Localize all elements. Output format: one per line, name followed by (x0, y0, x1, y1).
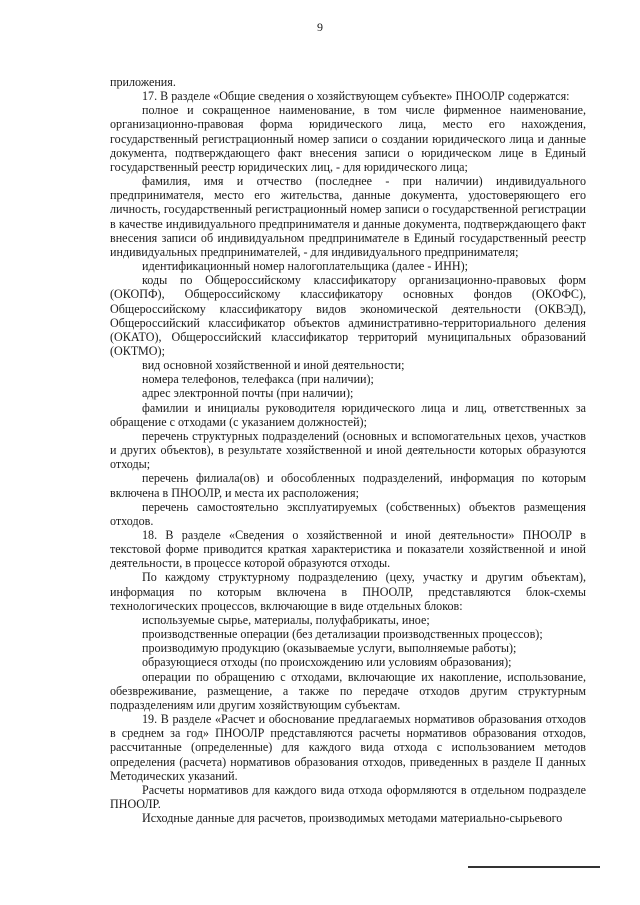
paragraph: перечень филиала(ов) и обособленных подразделений, информация по которым включена в ПНООЛР, и места их расположения; (110, 471, 586, 500)
paragraph: вид основной хозяйственной и иной деятельности; (142, 358, 405, 373)
list-item: производственные операции (без детализации производственных процессов); (142, 627, 543, 642)
list-item: операции по обращению с отходами, включающие их накопление, использование, обезвреживание, размещение, а также по передаче отходов другим структурным подразделениям или другим хозяйствующим субъектам. (110, 669, 586, 712)
paragraph: фамилии и инициалы руководителя юридического лица и лиц, ответственных за обращение с отходами (с указанием должностей); (110, 400, 586, 429)
page-number: 9 (317, 20, 323, 34)
footer-rule (468, 866, 600, 868)
section-heading-19: 19. В разделе «Расчет и обоснование предлагаемых нормативов образования отходов в среднем за год» ПНООЛР представляются расчеты нормативов образования отходов, рассчитанные (определенные) для каждого вида отхода с использованием методов определения (расчета) нормативов образования отходов, приведенных в разделе II данных Методических указаний. (110, 712, 586, 783)
paragraph: По каждому структурному подразделению (цеху, участку и другим объектам), информация по которым включена в ПНООЛР, представляются блок-схемы технологических процессов, включающие в виде отдельных блоков: (110, 570, 586, 613)
list-item: используемые сырье, материалы, полуфабрикаты, иное; (142, 612, 430, 627)
paragraph: Расчеты нормативов для каждого вида отхода оформляются в отдельном подразделе ПНООЛР. (110, 782, 586, 811)
paragraph: идентификационный номер налогоплательщика (далее - ИНН); (142, 259, 468, 274)
document-body (110, 75, 586, 825)
paragraph: коды по Общероссийскому классификатору организационно-правовых форм (ОКОПФ), Общероссийскому классификатору основных фондов (ОКОФС), Общероссийскому классификатору видов экономической деятельности (ОКВЭД), Общероссийский классификатор объектов административно-территориального деления (ОКАТО), Общероссийский классификатор территорий муниципальных образований (ОКТМО); (110, 273, 586, 358)
section-heading-18: 18. В разделе «Сведения о хозяйственной и иной деятельности» ПНООЛР в текстовой форме приводится краткая характеристика и показатели хозяйственной и иной деятельности, в процессе которой образуются отходы. (110, 528, 586, 571)
paragraph: адрес электронной почты (при наличии); (142, 386, 354, 401)
paragraph: приложения. (110, 75, 176, 89)
paragraph: Исходные данные для расчетов, производимых методами материально-сырьевого (142, 811, 563, 826)
paragraph: перечень самостоятельно эксплуатируемых (собственных) объектов размещения отходов. (110, 499, 586, 528)
paragraph: фамилия, имя и отчество (последнее - при наличии) индивидуального предпринимателя, место его жительства, данные документа, удостоверяющего его личность, государственный регистрационный номер записи о государственной регистрации в качестве индивидуального предпринимателя и данные документа, подтверждающего факт внесения записи об индивидуальном предпринимателе в Единый государственный реестр индивидуальных предпринимателей, - для индивидуального предпринимателя; (110, 174, 586, 259)
section-heading-17: 17. В разделе «Общие сведения о хозяйствующем субъекте» ПНООЛР содержатся: (142, 89, 570, 104)
list-item: образующиеся отходы (по происхождению или условиям образования); (142, 655, 512, 670)
paragraph: полное и сокращенное наименование, в том числе фирменное наименование, организационно-правовая форма юридического лица, место его нахождения, государственный регистрационный номер записи о создании юридического лица и данные документа, подтверждающего факт внесения записи о юридическом лице в Единый государственный реестр юридических лиц, - для юридического лица; (110, 103, 586, 174)
paragraph: номера телефонов, телефакса (при наличии); (142, 372, 374, 387)
paragraph: перечень структурных подразделений (основных и вспомогательных цехов, участков и других объектов), в результате хозяйственной и иной деятельности которых образуются отходы; (110, 428, 586, 472)
list-item: производимую продукцию (оказываемые услуги, выполняемые работы); (142, 641, 517, 656)
